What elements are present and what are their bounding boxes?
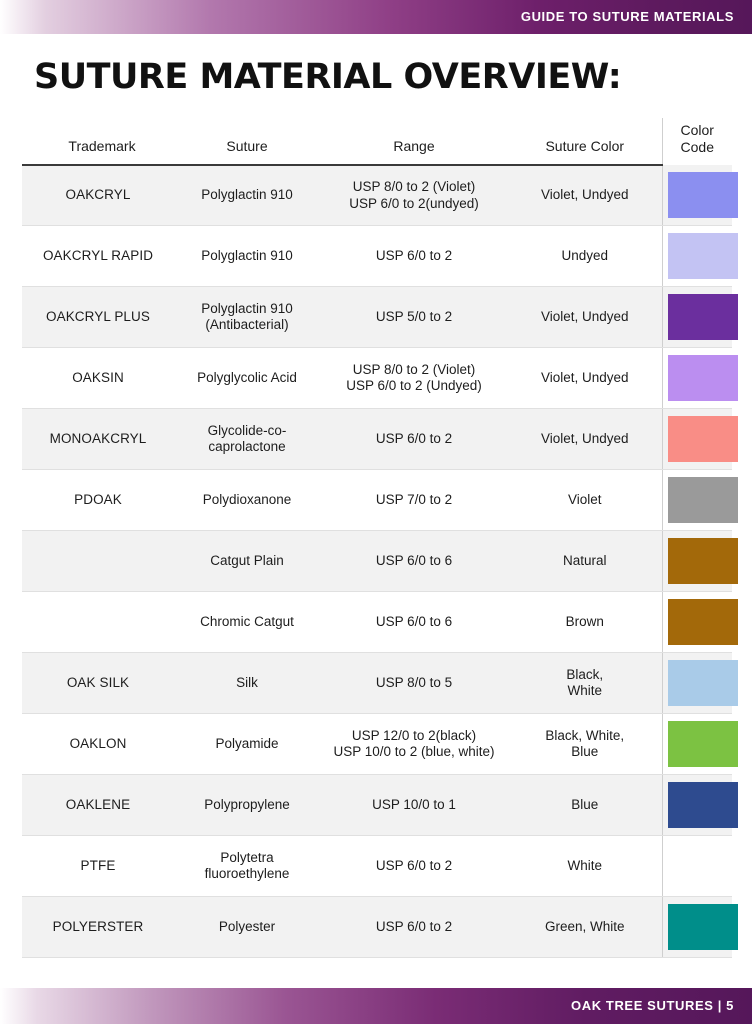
cell-range [320,714,508,775]
table-row [22,531,732,592]
page-header-bar [0,0,752,34]
footer-title: OAK TREE SUTURES | 5 [571,998,734,1013]
table-row [22,287,732,348]
cell-suture-color [508,653,662,714]
table-body [22,165,732,958]
cell-suture-color: Violet, Undyed [508,165,662,226]
table-row [22,897,732,958]
color-swatch [668,721,738,767]
cell-suture-color [508,714,662,775]
cell-range-line2: USP 10/0 to 2 (blue, white) [333,744,495,760]
cell-range-line1: USP 6/0 to 2 [375,918,453,934]
cell-suture-line2: fluoroethylene [204,866,290,882]
cell-suture-color: Violet, Undyed [508,409,662,470]
cell-trademark: OAKSIN [22,348,174,409]
cell-suture-color-line2: Blue [571,744,599,760]
table-row [22,470,732,531]
cell-trademark: MONOAKCRYL [22,409,174,470]
cell-suture: Polyester [174,897,320,958]
cell-trademark [22,531,174,592]
header-title: GUIDE TO SUTURE MATERIALS [520,9,734,24]
cell-suture-color: Green, White [508,897,662,958]
cell-suture [174,287,320,348]
cell-suture: Chromic Catgut [174,592,320,653]
cell-range-line1: USP 7/0 to 2 [375,491,453,507]
table-row [22,165,732,226]
cell-suture-line2: (Antibacterial) [205,317,289,333]
cell-suture-line1: Glycolide-co- [207,422,287,438]
table-row [22,653,732,714]
cell-suture-line2: caprolactone [208,439,286,455]
cell-trademark: PDOAK [22,470,174,531]
cell-suture-color-line2: White [567,683,602,699]
color-swatch [668,538,738,584]
table-row [22,226,732,287]
cell-range [320,836,508,897]
color-swatch [668,782,738,828]
cell-range [320,775,508,836]
cell-range [320,897,508,958]
color-swatch [668,477,738,523]
cell-suture: Polyglactin 910 [174,165,320,226]
cell-color-code [662,836,732,897]
cell-suture: Polyglycolic Acid [174,348,320,409]
cell-range-line2: USP 6/0 to 2(undyed) [349,195,479,211]
cell-suture-color-line1: Black, [566,666,604,682]
cell-trademark: OAKCRYL [22,165,174,226]
table-row [22,348,732,409]
cell-range-line1: USP 6/0 to 6 [375,613,453,629]
cell-suture-color: Undyed [508,226,662,287]
cell-trademark: OAKLENE [22,775,174,836]
cell-range-line1: USP 6/0 to 2 [375,247,453,263]
color-swatch [668,599,738,645]
color-swatch [668,233,738,279]
cell-trademark: POLYERSTER [22,897,174,958]
page-title: SUTURE MATERIAL OVERVIEW: [34,57,622,97]
cell-range [320,592,508,653]
page-footer-bar [0,988,752,1024]
cell-color-code [662,775,732,836]
cell-suture [174,409,320,470]
cell-trademark: OAK SILK [22,653,174,714]
cell-color-code [662,226,732,287]
color-swatch [668,294,738,340]
cell-range-line1: USP 5/0 to 2 [375,308,453,324]
cell-trademark: OAKCRYL RAPID [22,226,174,287]
cell-suture-color: Brown [508,592,662,653]
column-header-suture: Suture [174,118,320,165]
table-row [22,409,732,470]
column-header-trademark: Trademark [22,118,174,165]
cell-color-code [662,897,732,958]
cell-range [320,287,508,348]
cell-range-line1: USP 10/0 to 1 [372,796,456,812]
cell-suture: Silk [174,653,320,714]
cell-range-line2: USP 6/0 to 2 (Undyed) [346,378,482,394]
table-row [22,714,732,775]
cell-suture-color: Blue [508,775,662,836]
column-header-color-code-line2: Code [680,138,714,155]
cell-range [320,226,508,287]
column-header-range: Range [320,118,508,165]
table-row [22,775,732,836]
cell-range-line1: USP 6/0 to 2 [375,857,453,873]
cell-suture [174,836,320,897]
cell-color-code [662,653,732,714]
cell-range-line1: USP 8/0 to 2 (Violet) [352,179,476,195]
cell-range [320,165,508,226]
cell-suture-line1: Polytetra [220,849,274,865]
cell-suture: Polyglactin 910 [174,226,320,287]
table-row [22,592,732,653]
cell-suture-color: Violet, Undyed [508,348,662,409]
cell-suture-color-line1: Black, White, [545,727,625,743]
cell-color-code [662,531,732,592]
cell-trademark: OAKLON [22,714,174,775]
color-swatch [668,660,738,706]
suture-overview-table [22,118,732,958]
cell-suture-color: Violet, Undyed [508,287,662,348]
cell-suture: Polyamide [174,714,320,775]
cell-range [320,348,508,409]
color-swatch [668,843,738,889]
cell-suture-color: Violet [508,470,662,531]
cell-range-line1: USP 6/0 to 6 [375,552,453,568]
column-header-color-code-line1: Color [680,122,714,138]
table-row [22,836,732,897]
cell-suture: Catgut Plain [174,531,320,592]
cell-color-code [662,348,732,409]
cell-color-code [662,592,732,653]
cell-trademark: OAKCRYL PLUS [22,287,174,348]
cell-color-code [662,714,732,775]
cell-trademark [22,592,174,653]
cell-color-code [662,165,732,226]
cell-color-code [662,287,732,348]
cell-range [320,470,508,531]
cell-range-line1: USP 6/0 to 2 [375,430,453,446]
color-swatch [668,904,738,950]
column-header-suture-color: Suture Color [508,118,662,165]
cell-suture-line1: Polyglactin 910 [201,300,293,316]
column-header-color-code [662,118,732,165]
color-swatch [668,355,738,401]
cell-range [320,653,508,714]
cell-suture-color: White [508,836,662,897]
cell-range-line1: USP 8/0 to 2 (Violet) [352,361,476,377]
cell-suture-color: Natural [508,531,662,592]
cell-suture: Polydioxanone [174,470,320,531]
cell-suture: Polypropylene [174,775,320,836]
color-swatch [668,416,738,462]
color-swatch [668,172,738,218]
cell-range [320,409,508,470]
cell-range-line1: USP 12/0 to 2(black) [351,727,477,743]
cell-trademark: PTFE [22,836,174,897]
cell-range-line1: USP 8/0 to 5 [375,674,453,690]
cell-color-code [662,470,732,531]
cell-range [320,531,508,592]
cell-color-code [662,409,732,470]
